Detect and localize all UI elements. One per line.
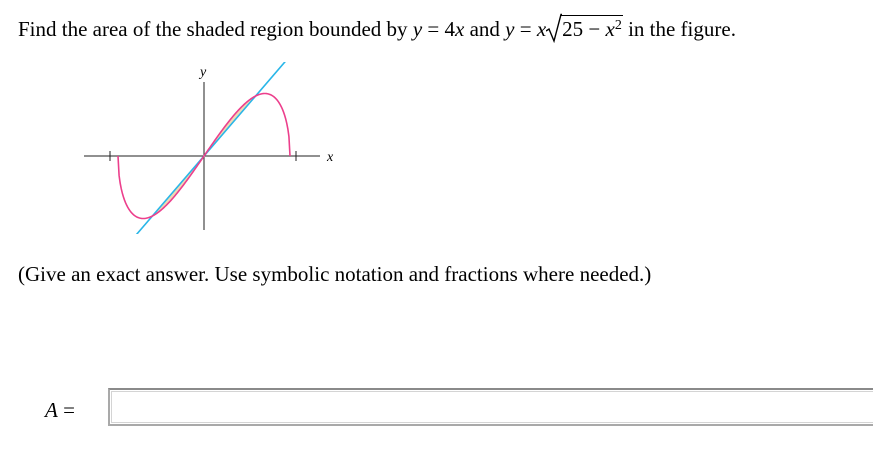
question-text bbox=[18, 15, 736, 43]
radical-sign-icon bbox=[546, 13, 562, 43]
instruction-text: (Give an exact answer. Use symbolic notation and fractions where needed.) bbox=[18, 262, 652, 286]
answer-input[interactable] bbox=[108, 388, 873, 426]
region-figure bbox=[80, 62, 340, 234]
question-suffix: in the figure. bbox=[622, 17, 736, 41]
x-axis-label: x bbox=[327, 150, 334, 165]
conjunction: and bbox=[464, 17, 506, 41]
equation-2-equals: = bbox=[514, 17, 537, 41]
line-y-4x bbox=[90, 62, 314, 234]
answer-label bbox=[45, 396, 75, 424]
y-axis-label: y bbox=[200, 65, 207, 80]
radicand bbox=[560, 15, 623, 41]
exponent: 2 bbox=[614, 18, 622, 33]
y-variable: y bbox=[412, 17, 423, 41]
question-prefix: Find the area of the shaded region bounded by bbox=[18, 17, 413, 41]
x-variable: x bbox=[454, 17, 465, 41]
radicand-constant: 25 − bbox=[562, 17, 606, 41]
x-variable: x bbox=[605, 17, 615, 41]
square-root bbox=[546, 15, 623, 43]
answer-variable: A bbox=[45, 398, 58, 422]
answer-equals: = bbox=[57, 398, 75, 422]
y-variable: y bbox=[505, 17, 515, 41]
x-variable: x bbox=[536, 17, 547, 41]
equation-1-rhs: = 4 bbox=[422, 17, 455, 41]
